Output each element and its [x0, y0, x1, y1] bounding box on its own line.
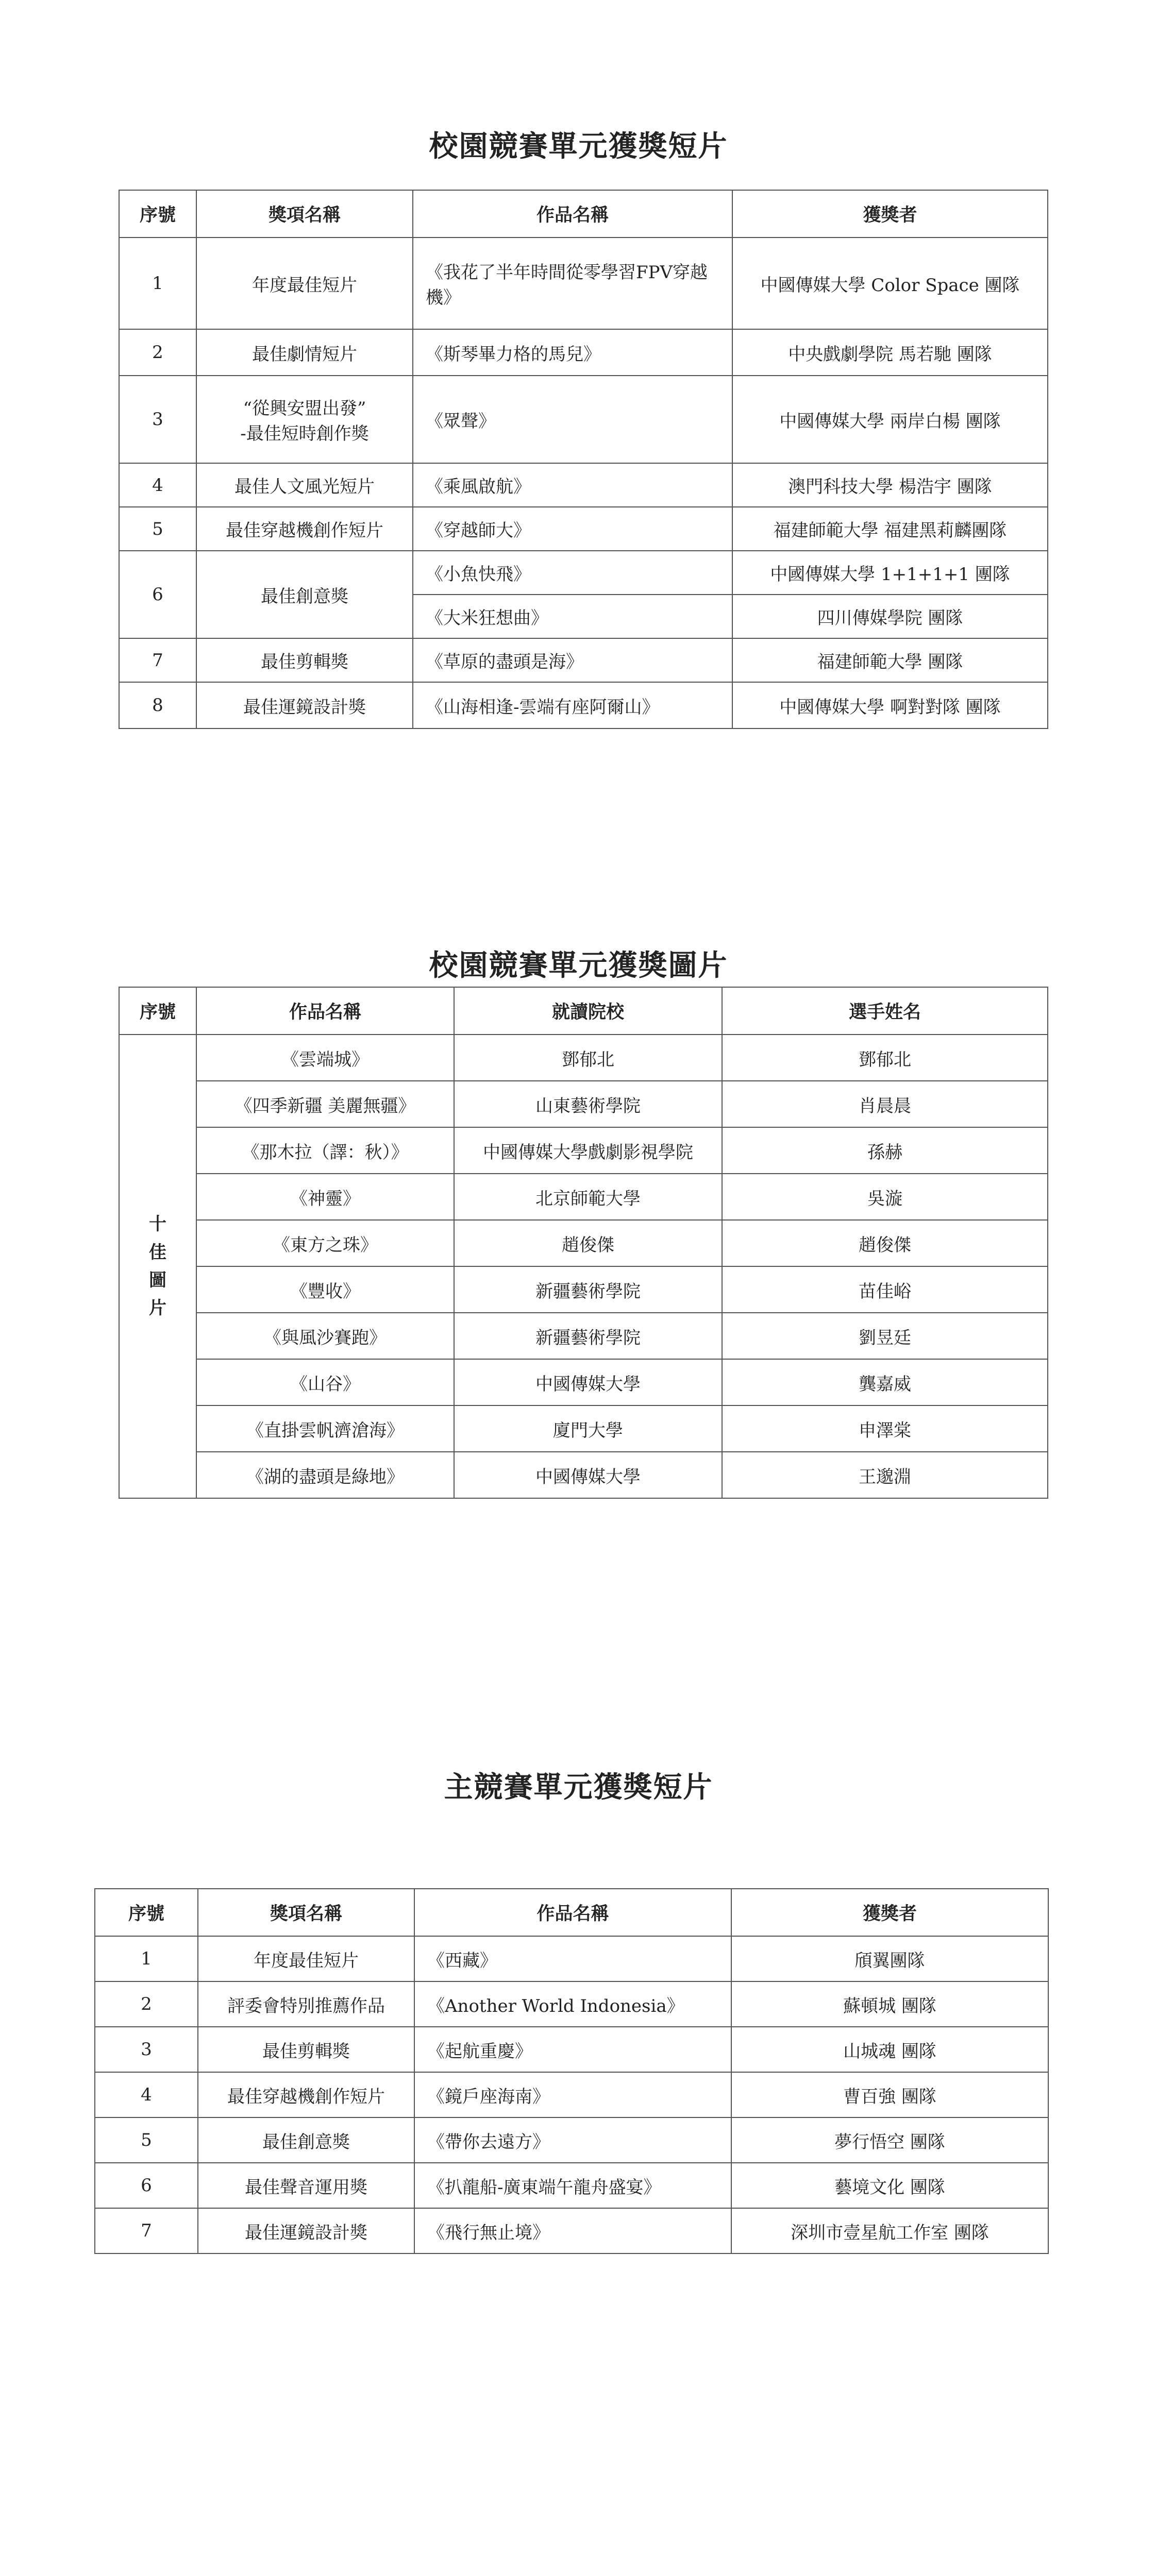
- row-number: 6: [95, 2163, 198, 2208]
- player-name: 龔嘉威: [722, 1359, 1048, 1405]
- table-row: [95, 1936, 1048, 1981]
- winner: 福建師範大學 福建黑莉麟團隊: [732, 507, 1048, 551]
- winner: 四川傳媒學院 團隊: [732, 595, 1048, 638]
- table-row: [119, 329, 1048, 376]
- table-row: [119, 1220, 1048, 1266]
- school: 北京師範大學: [454, 1174, 722, 1220]
- table-row: [119, 1405, 1048, 1452]
- table-row: [119, 507, 1048, 551]
- header-cell: 序號: [119, 190, 196, 238]
- row-number: 4: [119, 463, 196, 507]
- school: 新疆藝術學院: [454, 1313, 722, 1359]
- award-name: 最佳穿越機創作短片: [196, 507, 413, 551]
- work-title: 《豐收》: [196, 1266, 454, 1313]
- table-row: [119, 1266, 1048, 1313]
- work-title: 《大米狂想曲》: [413, 595, 732, 638]
- player-name: 孫赫: [722, 1127, 1048, 1174]
- player-name: 苗佳峪: [722, 1266, 1048, 1313]
- row-number: 4: [95, 2072, 198, 2117]
- work-title: 《草原的盡頭是海》: [413, 638, 732, 682]
- table-row: [119, 463, 1048, 507]
- work-title: 《山谷》: [196, 1359, 454, 1405]
- work-title: 《湖的盡頭是綠地》: [196, 1452, 454, 1498]
- work-title: 《山海相逢-雲端有座阿爾山》: [413, 682, 732, 728]
- work-title: 《扒龍船-廣東端午龍舟盛宴》: [414, 2163, 731, 2208]
- row-number: 6: [119, 551, 196, 638]
- winner: 頎翼團隊: [731, 1936, 1048, 1981]
- work-title: 《斯琴畢力格的馬兒》: [413, 329, 732, 376]
- player-name: 肖晨晨: [722, 1081, 1048, 1127]
- table-row: [119, 1127, 1048, 1174]
- row-number: 8: [119, 682, 196, 728]
- campus-short-title: 校園競賽單元獲獎短片: [429, 129, 728, 163]
- table-row: [119, 638, 1048, 682]
- table-row: [119, 238, 1048, 329]
- campus-short-table: [119, 190, 1048, 729]
- table-row: [119, 1081, 1048, 1127]
- header-cell: 獎項名稱: [198, 1889, 414, 1936]
- award-name: 評委會特別推薦作品: [198, 1981, 414, 2027]
- table-header-row: [95, 1889, 1048, 1936]
- header-cell: 序號: [119, 987, 196, 1035]
- work-title: 《西藏》: [414, 1936, 731, 1981]
- winner: 中國傳媒大學 Color Space 團隊: [732, 238, 1048, 329]
- top-ten-group-label: [119, 1035, 196, 1498]
- campus-photo-table: [119, 987, 1048, 1499]
- award-name: 最佳劇情短片: [196, 329, 413, 376]
- table-row: [95, 2163, 1048, 2208]
- row-number: 5: [119, 507, 196, 551]
- winner: 蘇頓城 團隊: [731, 1981, 1048, 2027]
- school: 新疆藝術學院: [454, 1266, 722, 1313]
- award-name: [196, 376, 413, 463]
- work-title: 《東方之珠》: [196, 1220, 454, 1266]
- award-name-line: -最佳短時創作獎: [240, 423, 369, 444]
- table-row: [95, 1981, 1048, 2027]
- winner: 澳門科技大學 楊浩宇 團隊: [732, 463, 1048, 507]
- table-row: [119, 1035, 1048, 1081]
- table-row: [119, 376, 1048, 463]
- work-title: 《起航重慶》: [414, 2027, 731, 2072]
- award-name: 最佳創意獎: [198, 2117, 414, 2163]
- table-row: [95, 2027, 1048, 2072]
- row-number: 7: [95, 2208, 198, 2253]
- winner: 中國傳媒大學 兩岸白楊 團隊: [732, 376, 1048, 463]
- player-name: 王邈淵: [722, 1452, 1048, 1498]
- header-cell: 選手姓名: [722, 987, 1048, 1035]
- award-name: 年度最佳短片: [196, 238, 413, 329]
- work-title: 《直掛雲帆濟滄海》: [196, 1405, 454, 1452]
- award-name: 最佳創意獎: [196, 551, 413, 638]
- winner: 深圳市壹星航工作室 團隊: [731, 2208, 1048, 2253]
- player-name: 鄧郁北: [722, 1035, 1048, 1081]
- winner: 福建師範大學 團隊: [732, 638, 1048, 682]
- work-title: 《神靈》: [196, 1174, 454, 1220]
- award-name: 最佳聲音運用獎: [198, 2163, 414, 2208]
- header-cell: 作品名稱: [196, 987, 454, 1035]
- table-row: [95, 2072, 1048, 2117]
- header-cell: 獲獎者: [731, 1889, 1048, 1936]
- table-row: [119, 1174, 1048, 1220]
- award-name-line: “從興安盟出發”: [243, 398, 366, 419]
- winner: 曹百強 團隊: [731, 2072, 1048, 2117]
- row-number: 5: [95, 2117, 198, 2163]
- school: 中國傳媒大學: [454, 1452, 722, 1498]
- header-cell: 獲獎者: [732, 190, 1048, 238]
- main-short-table: [94, 1888, 1049, 2254]
- table-header-row: [119, 987, 1048, 1035]
- winner: 夢行悟空 團隊: [731, 2117, 1048, 2163]
- campus-photo-title: 校園競賽單元獲獎圖片: [429, 948, 728, 982]
- row-number: 1: [119, 238, 196, 329]
- school: 廈門大學: [454, 1405, 722, 1452]
- header-cell: 作品名稱: [413, 190, 732, 238]
- table-row: [119, 682, 1048, 728]
- award-name: 最佳剪輯獎: [198, 2027, 414, 2072]
- winner: 中國傳媒大學 1+1+1+1 團隊: [732, 551, 1048, 595]
- group-label-text: 十佳圖片: [149, 1214, 166, 1319]
- row-number: 2: [119, 329, 196, 376]
- work-title: 《小魚快飛》: [413, 551, 732, 595]
- school: 中國傳媒大學: [454, 1359, 722, 1405]
- header-cell: 序號: [95, 1889, 198, 1936]
- player-name: 趙俊傑: [722, 1220, 1048, 1266]
- table-row: [119, 551, 1048, 595]
- header-cell: 獎項名稱: [196, 190, 413, 238]
- player-name: 吳漩: [722, 1174, 1048, 1220]
- winner: 山城魂 團隊: [731, 2027, 1048, 2072]
- school: 鄧郁北: [454, 1035, 722, 1081]
- table-row: [95, 2208, 1048, 2253]
- work-title: 《飛行無止境》: [414, 2208, 731, 2253]
- award-name: 最佳運鏡設計獎: [198, 2208, 414, 2253]
- award-name: 最佳人文風光短片: [196, 463, 413, 507]
- work-title: 《那木拉（譯：秋）》: [196, 1127, 454, 1174]
- winner: 中國傳媒大學 啊對對隊 團隊: [732, 682, 1048, 728]
- work-title: 《四季新疆 美麗無疆》: [196, 1081, 454, 1127]
- award-name: 最佳穿越機創作短片: [198, 2072, 414, 2117]
- award-name: 最佳剪輯獎: [196, 638, 413, 682]
- main-short-title: 主競賽單元獲獎短片: [444, 1770, 713, 1804]
- work-title: 《鏡戶座海南》: [414, 2072, 731, 2117]
- work-title: 《雲端城》: [196, 1035, 454, 1081]
- header-cell: 就讀院校: [454, 987, 722, 1035]
- work-title: 《與風沙賽跑》: [196, 1313, 454, 1359]
- winner: 藝境文化 團隊: [731, 2163, 1048, 2208]
- table-row: [119, 1452, 1048, 1498]
- award-name: 年度最佳短片: [198, 1936, 414, 1981]
- work-title: 《帶你去遠方》: [414, 2117, 731, 2163]
- work-title: 《我花了半年時間從零學習FPV穿越機》: [413, 238, 732, 329]
- row-number: 2: [95, 1981, 198, 2027]
- winner: 中央戲劇學院 馬若馳 團隊: [732, 329, 1048, 376]
- work-title: 《Another World Indonesia》: [414, 1981, 731, 2027]
- award-name: 最佳運鏡設計獎: [196, 682, 413, 728]
- table-header-row: [119, 190, 1048, 238]
- school: 山東藝術學院: [454, 1081, 722, 1127]
- table-row: [95, 2117, 1048, 2163]
- row-number: 1: [95, 1936, 198, 1981]
- school: 中國傳媒大學戲劇影視學院: [454, 1127, 722, 1174]
- school: 趙俊傑: [454, 1220, 722, 1266]
- player-name: 劉昱廷: [722, 1313, 1048, 1359]
- work-title: 《穿越師大》: [413, 507, 732, 551]
- header-cell: 作品名稱: [414, 1889, 731, 1936]
- work-title: 《眾聲》: [413, 376, 732, 463]
- table-row: [119, 1359, 1048, 1405]
- work-title: 《乘風啟航》: [413, 463, 732, 507]
- player-name: 申澤棠: [722, 1405, 1048, 1452]
- row-number: 3: [95, 2027, 198, 2072]
- table-row: [119, 1313, 1048, 1359]
- row-number: 7: [119, 638, 196, 682]
- row-number: 3: [119, 376, 196, 463]
